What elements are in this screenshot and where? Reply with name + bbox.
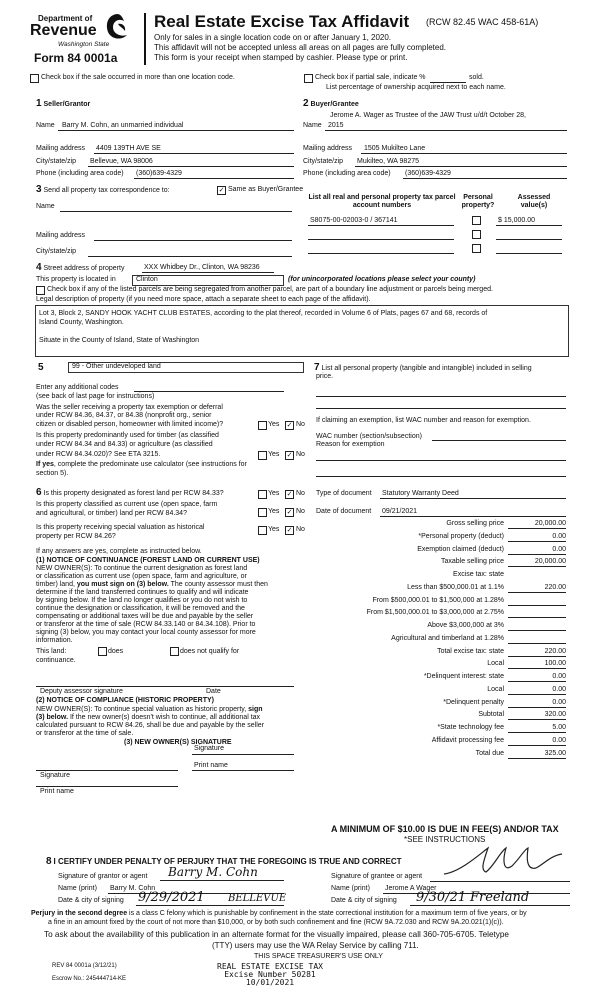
section1-number: 1 [36, 98, 42, 109]
grantor-signature-line [160, 880, 284, 881]
current-use-yes-checkbox[interactable] [258, 508, 267, 517]
tax-row-line [508, 528, 566, 529]
grantor-signature-label: Signature of grantor or agent [58, 873, 148, 880]
grantor-signature[interactable]: Barry M. Cohn [168, 865, 258, 879]
seller-mailing-value[interactable]: 4409 139TH AVE SE [96, 145, 161, 152]
tax-row-value[interactable]: 0.00 [552, 686, 566, 693]
treasurer-use: THIS SPACE TREASURER'S USE ONLY [254, 953, 383, 960]
seller-mailing-line [94, 153, 294, 154]
section7-text1: List all personal property (tangible and intangible) included in selling [321, 365, 532, 372]
grantee-signature-line [430, 881, 570, 882]
section3-city-label: City/state/zip [36, 248, 77, 255]
notice1-l2: or classification as current use (open space, farm and agriculture, or [36, 573, 247, 580]
seller-city-line [88, 166, 294, 167]
tax-row-line [508, 541, 566, 542]
section3-name-label: Name [36, 203, 55, 210]
personal-property-field-1[interactable] [316, 396, 566, 397]
seller-name-line [58, 130, 294, 131]
notice2-l4: or transferor at the time of sale. [36, 730, 134, 737]
ifyes-line1 [36, 461, 247, 469]
partial-sale-label: Check box if partial sale, indicate % [315, 74, 426, 81]
located-note: (for unincorporated locations please select your county) [288, 276, 476, 283]
current-use-yes-label: Yes [268, 508, 280, 515]
tax-row-label: Total due [475, 750, 504, 757]
multi-location-checkbox[interactable] [30, 74, 39, 83]
rcw-reference: (RCW 82.45 WAC 458-61A) [426, 17, 539, 27]
tax-row-value[interactable]: 0.00 [552, 737, 566, 744]
section7-heading [314, 362, 532, 374]
tax-row-label: *Delinquent penalty [443, 699, 504, 706]
notice2-l1a: NEW OWNER(S): To continue special valuation as historic property, [36, 706, 249, 713]
tax-row-value[interactable]: 0.00 [552, 673, 566, 680]
header-sub2: This affidavit will not be accepted unless all areas on all pages are fully completed. [154, 43, 447, 52]
ifyes-line2: section 5). [36, 470, 69, 477]
timber-yes-checkbox[interactable] [258, 451, 267, 460]
assessed-value[interactable]: $ 15,000.00 [498, 217, 535, 224]
section3-mailing-label: Mailing address [36, 232, 86, 239]
grantee-signature-label: Signature of grantee or agent [331, 873, 423, 880]
tax-row-label: *State technology fee [437, 724, 504, 731]
tax-row-label: Excise tax: state [453, 571, 504, 578]
grantor-city[interactable]: BELLEVUE [228, 893, 287, 904]
buyer-mailing-value[interactable]: 1505 Mukilteo Lane [364, 145, 426, 152]
perjury-l3: To ask about the availability of this publication in an alternate format for the visually impaired, please call 360-705-6705. Teletype [44, 930, 509, 939]
tax-row-line [508, 554, 566, 555]
form-number: Form 84 0001a [34, 51, 118, 65]
notice1-l10: information. [36, 637, 73, 644]
personal-property-field-2[interactable] [316, 408, 566, 409]
q-timber-1: Is this property predominantly used for timber (as classified [36, 432, 219, 439]
tax-row-value[interactable]: 220.00 [544, 648, 566, 655]
tax-row-value[interactable]: 20,000.00 [534, 520, 566, 527]
tax-row-label: From $1,500,000.01 to $3,000,000 at 2.75% [366, 609, 504, 616]
grantor-date-label: Date & city of signing [58, 897, 124, 904]
section3-city-field[interactable] [88, 256, 292, 257]
deputy-signature-field[interactable] [36, 686, 294, 687]
buyer-city-line [355, 166, 567, 167]
q-timber-2: under RCW 84.34 and 84.33) or agriculture (as classified [36, 441, 213, 448]
tax-row-line [508, 643, 566, 644]
additional-codes-field[interactable] [134, 391, 284, 392]
tax-row-line [508, 668, 566, 669]
buyer-mailing-line [361, 153, 567, 154]
tax-row-line [508, 719, 566, 720]
notice1-l4: determine if the land transferred continues to qualify and will indicate [36, 589, 249, 596]
section3-heading [36, 184, 170, 196]
doc-type-value[interactable]: Statutory Warranty Deed [382, 490, 459, 497]
tax-row-label: Gross selling price [446, 520, 504, 527]
street-label: Street address of property [43, 265, 125, 272]
tax-row-label: Agricultural and timberland at 1.28% [391, 635, 504, 642]
ifyes-bold: If yes [36, 461, 54, 468]
tax-row-line [508, 707, 566, 708]
legal-line1: Lot 3, Block 2, SANDY HOOK YACHT CLUB ESTATES, according to the plat thereof, recorded in Volume 6 of Plats, pages 67 and 68, records of [39, 310, 488, 317]
section2-heading [303, 98, 359, 110]
current-use-q1: Is this property classified as current use (open space, farm [36, 501, 218, 508]
forest-yes-checkbox[interactable] [258, 490, 267, 499]
wac-field[interactable] [432, 440, 566, 441]
section7-number: 7 [314, 362, 320, 373]
reason-label: Reason for exemption [316, 441, 385, 448]
deputy-date-label: Date [206, 688, 221, 695]
tax-row-line [508, 566, 566, 567]
located-label: This property is located in [36, 276, 116, 283]
grantee-date-label: Date & city of signing [331, 897, 397, 904]
notice2-title: (2) NOTICE OF COMPLIANCE (HISTORIC PROPERTY) [36, 697, 214, 704]
q-exemption-1: Was the seller receiving a property tax exemption or deferral [36, 404, 223, 411]
partial-sale-percent-field[interactable] [430, 82, 466, 83]
dor-swirl-icon [104, 12, 130, 42]
q-timber-3: under RCW 84.34.020)? See ETA 3215. [36, 451, 161, 458]
parcel-field-3[interactable] [308, 253, 454, 254]
section3-mailing-field[interactable] [94, 240, 292, 241]
legal-line2: Island County, Washington. [39, 319, 124, 326]
partial-sale-sold: sold. [469, 74, 484, 81]
notice2-l2 [36, 714, 260, 722]
historic-q2: property per RCW 84.26? [36, 533, 116, 540]
land-use-select[interactable] [68, 362, 304, 373]
tax-row-value[interactable]: 320.00 [544, 711, 566, 718]
tax-row-value[interactable]: 220.00 [544, 584, 566, 591]
buyer-name-value-line1[interactable]: Jerome A. Wager as Trustee of the JAW Trust u/d/t October 28, [330, 112, 526, 119]
deputy-signature-label: Deputy assessor signature [40, 688, 123, 695]
grantee-city[interactable]: Freeland [470, 890, 530, 905]
legal-label: Legal description of property (if you need more space, attach a separate sheet to each page of the affidavit). [36, 296, 371, 303]
personal-property-checkbox-3[interactable] [472, 244, 481, 253]
tax-row-value[interactable]: 20,000.00 [534, 558, 566, 565]
seller-name-label: Name [36, 122, 55, 129]
section6-number: 6 [36, 487, 42, 498]
multi-location-label: Check box if the sale occurred in more than one location code. [41, 74, 235, 81]
exemption-yes-label: Yes [268, 421, 280, 428]
notice1-l9: signing (3) below, you may contact your local county assessor for more [36, 629, 256, 636]
grantee-date[interactable]: 9/30/21 [416, 890, 467, 905]
buyer-name-label: Name [303, 122, 322, 129]
segregated-checkbox[interactable] [36, 286, 45, 295]
this-land-label: This land: [36, 648, 67, 655]
perjury-l1b: is a class C felony which is punishable by confinement in the state correctional institution for a maximum term of five years, or by [127, 910, 527, 917]
owner-signature-1-field[interactable] [36, 770, 178, 771]
stamp-l3: 10/01/2021 [245, 978, 295, 987]
if-any-yes: If any answers are yes, complete as instructed below. [36, 548, 202, 555]
tax-row-label: Local [487, 686, 504, 693]
parcel-number[interactable]: S8075-00-02003-0 / 367141 [310, 217, 398, 224]
grantee-date-line [410, 905, 570, 906]
stamp-l1: REAL ESTATE EXCISE TAX [217, 962, 323, 971]
tax-row-label: *Personal property (deduct) [418, 533, 504, 540]
historic-no-checkbox[interactable]: ✓ [286, 527, 293, 534]
certify-text: I CERTIFY UNDER PENALTY OF PERJURY THAT THE FOREGOING IS TRUE AND CORRECT [53, 857, 402, 866]
escrow-number: Escrow No.: 245444714-KE [52, 976, 127, 982]
assessed-field-3[interactable] [496, 253, 562, 254]
see-instructions: *SEE INSTRUCTIONS [404, 835, 486, 844]
historic-yes-label: Yes [268, 526, 280, 533]
section2-number: 2 [303, 98, 309, 109]
grantee-name-value[interactable]: Jerome A Wager [385, 885, 437, 892]
doc-date-value[interactable]: 09/21/2021 [382, 508, 418, 515]
header-sub3: This form is your receipt when stamped by cashier. Please type or print. [154, 53, 408, 62]
tax-row-line [508, 630, 566, 631]
seller-city-value[interactable]: Bellevue, WA 98006 [90, 158, 153, 165]
notice1-l3b: you must sign on (3) below. [76, 581, 169, 588]
buyer-phone-line [403, 178, 567, 179]
section6-q1-row [36, 487, 224, 499]
located-select[interactable] [132, 275, 284, 286]
section7-text2: price. [316, 373, 334, 380]
parcel-line-1 [308, 225, 454, 226]
dept-line3: Washington State [58, 41, 110, 48]
seller-phone-label: Phone (including area code) [36, 170, 124, 177]
perjury-l1 [31, 910, 527, 918]
doc-type-line [380, 498, 566, 499]
tax-row-value[interactable]: 100.00 [544, 660, 566, 667]
personal-col-header: Personal property? [461, 194, 495, 210]
header-divider [144, 13, 146, 65]
tax-row-line [508, 592, 566, 593]
section8-number: 8 [46, 856, 52, 867]
buyer-name-line [325, 130, 567, 131]
perjury-l4: (TTY) users may use the WA Relay Service by calling 711. [212, 941, 419, 950]
current-use-no-checkbox[interactable]: ✓ [286, 509, 293, 516]
tax-row-label: Above $3,000,000 at 3% [427, 622, 504, 629]
grantee-name-label: Name (print) [331, 885, 370, 892]
dept-line1: Department of [38, 14, 93, 23]
same-as-buyer-checkbox[interactable]: ✓ [218, 187, 225, 194]
notice1-l3a: timber) land, [36, 581, 77, 588]
seller-mailing-label: Mailing address [36, 145, 86, 152]
notice1-l3 [36, 581, 268, 589]
grantor-name-label: Name (print) [58, 885, 97, 892]
reason-field-1[interactable] [316, 460, 566, 461]
section4-heading [36, 262, 124, 274]
section4-number: 4 [36, 262, 42, 273]
tax-row-label: Total excise tax: state [437, 648, 504, 655]
tax-row-line [508, 694, 566, 695]
assessed-line-1 [496, 225, 562, 226]
tax-row-label: Affidavit processing fee [431, 737, 504, 744]
notice3-title: (3) NEW OWNER(S) SIGNATURE [124, 739, 232, 746]
notice1-l6: continue the designation or classification, it will be removed and the [36, 605, 245, 612]
notice2-l1b: sign [248, 706, 263, 713]
grantor-date[interactable]: 9/29/2021 [138, 890, 205, 905]
forest-no-checkbox[interactable]: ✓ [286, 491, 293, 498]
assessed-field-2[interactable] [496, 239, 562, 240]
buyer-phone-value[interactable]: (360)639-4329 [405, 170, 451, 177]
buyer-phone-label: Phone (including area code) [303, 170, 391, 177]
segregated-label: Check box if any of the listed parcels are being segregated from another parcel, are part of a boundary line adjustment or parcels being merged. [47, 286, 493, 293]
tax-row-line [508, 617, 566, 618]
tax-row-label: Less than $500,000.01 at 1.1% [407, 584, 504, 591]
legal-description-box[interactable] [35, 305, 569, 357]
perjury-l1a: Perjury in the second degree [31, 910, 128, 917]
grantee-signature[interactable] [440, 844, 570, 880]
wac-label: WAC number (section/subsection) [316, 433, 422, 440]
street-value[interactable]: XXX Whidbey Dr., Clinton, WA 98236 [144, 264, 260, 271]
tax-row-value[interactable]: 325.00 [544, 750, 566, 757]
tax-row-value[interactable]: 0.00 [552, 546, 566, 553]
section3-number: 3 [36, 184, 42, 195]
notice1-l3c: The county assessor must then [168, 581, 268, 588]
forest-yes-label: Yes [268, 490, 280, 497]
minimum-due-notice: A MINIMUM OF $10.00 IS DUE IN FEE(S) AND/OR TAX [331, 824, 559, 834]
tax-row-label: Local [487, 660, 504, 667]
owner-signature-1-label: Signature [40, 772, 70, 779]
timber-no-checkbox[interactable]: ✓ [286, 452, 293, 459]
seller-city-label: City/state/zip [36, 158, 77, 165]
current-use-q2: and agricultural, or timber) land per RCW 84.34? [36, 510, 187, 517]
rev-number: REV 84 0001a (3/12/21) [52, 963, 117, 969]
notice2-l1 [36, 706, 263, 714]
owner-print-2-label: Print name [194, 762, 228, 769]
owner-signature-2-label: Signature [194, 745, 224, 752]
dept-line2: Revenue [30, 22, 97, 39]
tax-row-label: From $500,000.01 to $1,500,000 at 1.28% [372, 597, 504, 604]
grantor-name-value[interactable]: Barry M. Cohn [110, 885, 156, 892]
owner-print-1-field[interactable] [36, 786, 178, 787]
buyer-mailing-label: Mailing address [303, 145, 353, 152]
stamp-l2: Excise Number 50281 [224, 970, 316, 979]
notice2-l2a: (3) below. [36, 714, 69, 721]
tax-row-value[interactable]: 0.00 [552, 533, 566, 540]
forest-question: Is this property designated as forest land per RCW 84.33? [43, 490, 224, 497]
tax-row-label: *Delinquent interest: state [423, 673, 504, 680]
continuance-label: continuance. [36, 657, 76, 664]
exemption-no-checkbox[interactable]: ✓ [286, 422, 293, 429]
notice1-title: (1) NOTICE OF CONTINUANCE (FOREST LAND OR CURRENT USE) [36, 557, 260, 564]
tax-row-line [508, 758, 566, 759]
same-as-buyer-label: Same as Buyer/Grantee [228, 186, 304, 193]
timber-no-label: No [296, 451, 305, 458]
seller-phone-value[interactable]: (360)639-4329 [136, 170, 182, 177]
does-not-label: does not qualify for [180, 648, 240, 655]
tax-row-value[interactable]: 0.00 [552, 699, 566, 706]
exemption-label: If claiming an exemption, list WAC number and reason for exemption. [316, 417, 531, 424]
street-line [142, 272, 274, 273]
doc-type-label: Type of document [316, 490, 372, 497]
historic-yes-checkbox[interactable] [258, 526, 267, 535]
doc-date-label: Date of document [316, 508, 372, 515]
reason-field-2[interactable] [316, 476, 566, 477]
q-exemption-2: under RCW 84.36, 84.37, or 84.38 (nonprofit org., senior [36, 412, 212, 419]
section3-name-field[interactable] [60, 211, 292, 212]
buyer-city-value[interactable]: Mukilteo, WA 98275 [357, 158, 419, 165]
owner-print-1-label: Print name [40, 788, 74, 795]
section3-text: Send all property tax correspondence to: [43, 187, 170, 194]
treasurer-stamp [200, 963, 340, 987]
forest-no-label: No [296, 490, 305, 497]
perjury-l2: a fine in an amount fixed by the court of not more than $10,000, or by both such confinement and fine (RCW 9A.72.030 and RCW 9A.20.021(1)(c)). [48, 919, 504, 926]
form-title: Real Estate Excise Tax Affidavit [154, 12, 410, 31]
notice1-l5: by signing below. If the land no longer qualifies or you do not wish to [36, 597, 248, 604]
notice1-l7: compensating or additional taxes will be due and payable by the seller [36, 613, 254, 620]
parcel-col-header: List all real and personal property tax parcel account numbers [308, 194, 456, 210]
exemption-yes-checkbox[interactable] [258, 421, 267, 430]
additional-codes-label: Enter any additional codes [36, 384, 119, 391]
not-qualify-checkbox[interactable] [170, 647, 179, 656]
notice2-l3: calculated pursuant to RCW 84.26, shall be due and payable by the seller [36, 722, 265, 729]
section2-title: Buyer/Grantee [310, 101, 359, 108]
personal-property-checkbox-2[interactable] [472, 230, 481, 239]
historic-no-label: No [296, 526, 305, 533]
seller-phone-line [134, 178, 294, 179]
legal-line3: Situate in the County of Island, State of Washington [39, 337, 200, 344]
q-exemption-3: citizen or disabled person, homeowner with limited income)? [36, 421, 224, 428]
tax-row-label: Taxable selling price [440, 558, 504, 565]
tax-row-line [508, 745, 566, 746]
owner-signature-2-field[interactable] [192, 754, 294, 755]
tax-row-line [508, 732, 566, 733]
header-sub1: Only for sales in a single location code on or after January 1, 2020. [154, 33, 392, 42]
section1-heading [36, 98, 90, 110]
notice1-l1: NEW OWNER(S): To continue the current designation as forest land [36, 565, 248, 572]
partial-sale-note: List percentage of ownership acquired next to each name. [326, 84, 506, 91]
assessed-col-header: Assessed value(s) [517, 194, 551, 210]
notice2-l2b: If the new owner(s) doesn't wish to continue, all additional tax [68, 714, 261, 721]
tax-row-line [508, 656, 566, 657]
partial-sale-checkbox[interactable] [304, 74, 313, 83]
parcel-field-2[interactable] [308, 239, 454, 240]
ifyes-text: , complete the predominate use calculator (see instructions for [53, 461, 247, 468]
exemption-no-label: No [296, 421, 305, 428]
buyer-city-label: City/state/zip [303, 158, 344, 165]
current-use-no-label: No [296, 508, 305, 515]
seller-name-value[interactable]: Barry M. Cohn, an unmarried individual [62, 122, 184, 129]
tax-row-value[interactable]: 5.00 [552, 724, 566, 731]
doc-date-line [380, 516, 566, 517]
tax-row-line [508, 681, 566, 682]
timber-yes-label: Yes [268, 451, 280, 458]
owner-print-2-field[interactable] [192, 770, 294, 771]
buyer-name-value-line2[interactable]: 2015 [328, 122, 344, 129]
section5-number: 5 [38, 362, 44, 373]
section1-title: Seller/Grantor [43, 101, 91, 108]
grantor-date-line [136, 905, 284, 906]
tax-row-label: Subtotal [478, 711, 504, 718]
tax-row-line [508, 605, 566, 606]
tax-row-label: Exemption claimed (deduct) [417, 546, 504, 553]
notice1-l8: or transferor at the time of sale (RCW 84.33.140 or 84.34.108). Prior to [36, 621, 256, 628]
personal-property-checkbox-1[interactable] [472, 216, 481, 225]
additional-codes-note: (see back of last page for instructions) [36, 393, 155, 400]
qualifies-checkbox[interactable] [98, 647, 107, 656]
land-use-value: 99 - Other undeveloped land [72, 363, 161, 370]
does-label: does [108, 648, 124, 655]
historic-q1: Is this property receiving special valuation as historical [36, 524, 205, 531]
located-value: Clinton [136, 276, 158, 283]
